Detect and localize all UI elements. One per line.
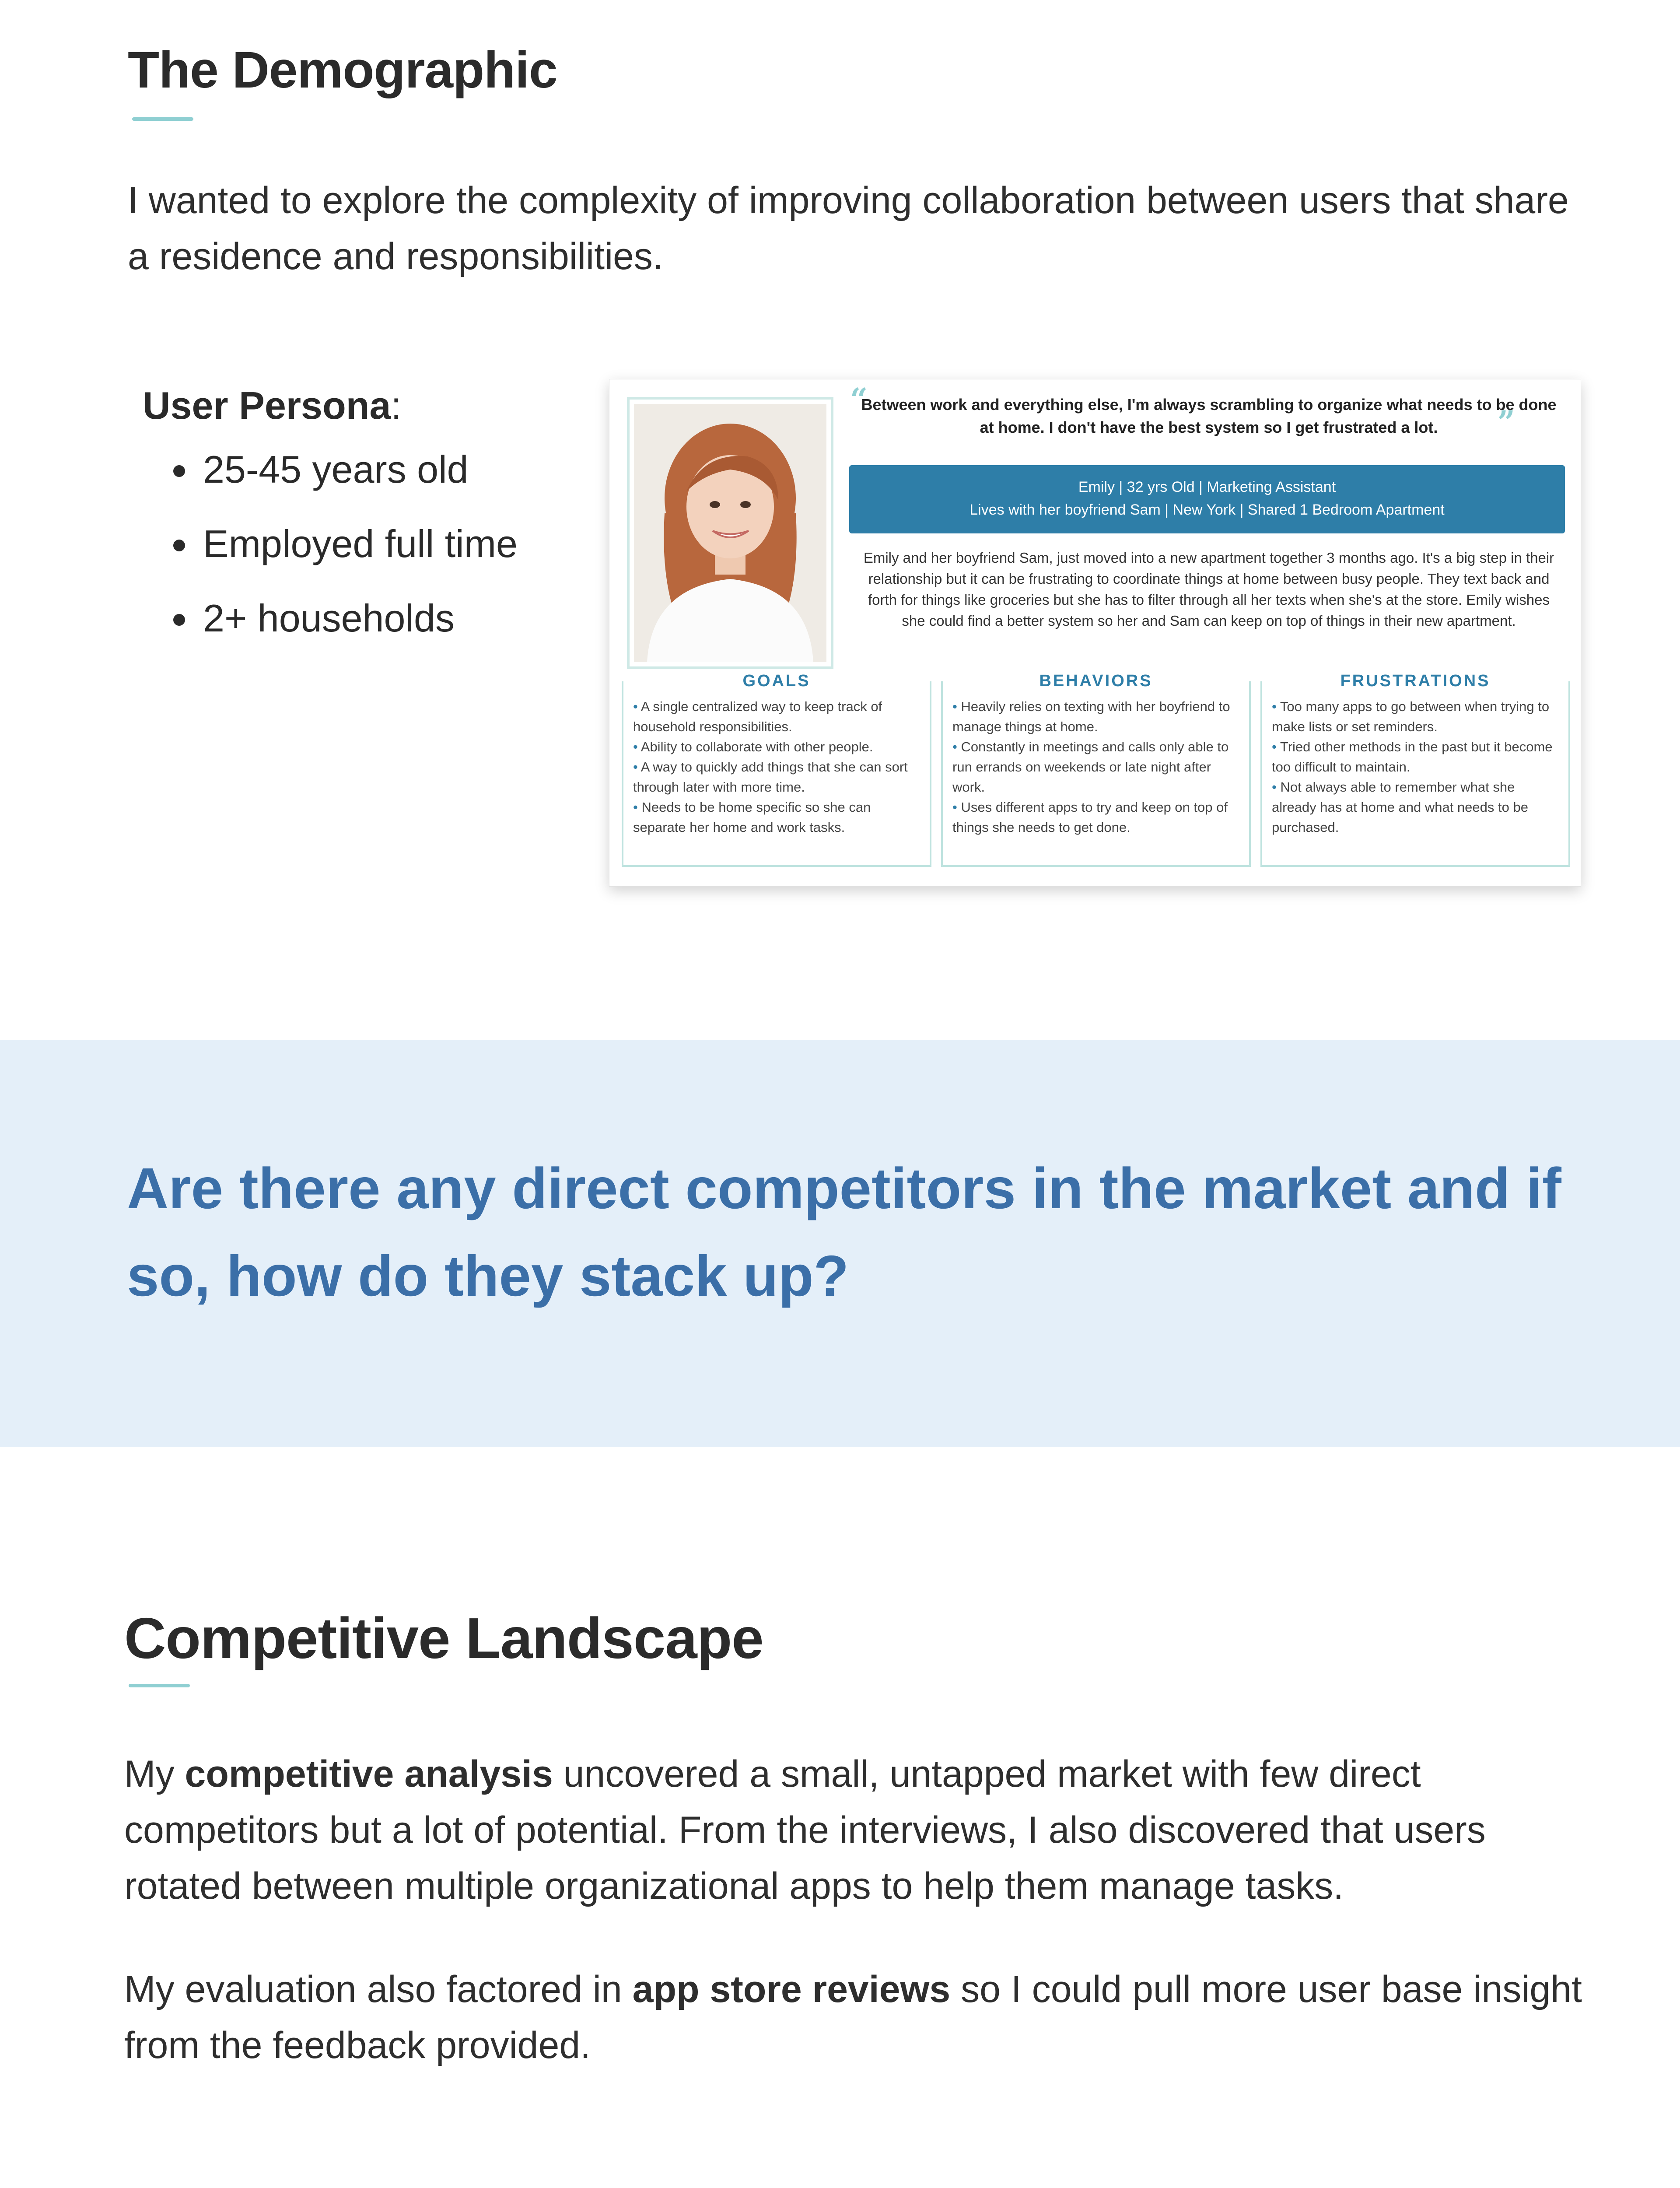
competitive-paragraph-2: My evaluation also factored in app store reviews so I could pull more user base insight from the feedback provided. [124, 1968, 1582, 2066]
persona-colon: : [391, 384, 402, 427]
persona-quote [850, 381, 1563, 440]
frustration-item: • Not always able to remember what she already has at home and what needs to be purchased. [1272, 779, 1528, 835]
demographic-title: The Demographic [128, 41, 557, 99]
behaviors-title: BEHAVIORS [1032, 672, 1159, 691]
persona-card [609, 379, 1581, 887]
goal-item: • Ability to collaborate with other people. [633, 739, 873, 754]
behavior-item: • Constantly in meetings and calls only able to run errands on weekends or late night after work. [952, 739, 1229, 795]
behavior-item: • Heavily relies on texting with her boyfriend to manage things at home. [952, 699, 1230, 734]
persona-list [143, 432, 580, 656]
persona-photo-frame [627, 397, 833, 669]
frustrations-box [1260, 672, 1570, 867]
question-band [0, 1040, 1680, 1447]
behaviors-box [941, 672, 1251, 867]
bold-competitive-analysis: competitive analysis [185, 1753, 553, 1795]
competitive-title: Competitive Landscape [124, 1606, 763, 1670]
persona-item: • 25-45 years old [200, 432, 580, 507]
title-underline [132, 117, 193, 121]
goal-item: • Needs to be home specific so she can separate her home and work tasks. [633, 799, 871, 835]
persona-info-line1: Emily | 32 yrs Old | Marketing Assistant [1078, 479, 1336, 495]
frustrations-title: FRUSTRATIONS [1332, 672, 1498, 691]
behavior-item: • Uses different apps to try and keep on top of things she needs to get done. [952, 799, 1228, 835]
behaviors-list [943, 697, 1249, 838]
goals-title: GOALS [728, 672, 825, 691]
persona-info-line2: Lives with her boyfriend Sam | New York | Shared 1 Bedroom Apartment [970, 501, 1445, 518]
frustration-item: • Tried other methods in the past but it become too difficult to maintain. [1272, 739, 1553, 775]
persona-item: • Employed full time [200, 507, 580, 581]
persona-portrait-image [634, 404, 826, 662]
goal-item: • A single centralized way to keep track of household responsibilities. [633, 699, 882, 734]
goal-item: • A way to quickly add things that she can sort through later with more time. [633, 759, 908, 795]
close-quote-icon: ” [1497, 404, 1515, 440]
frustration-item: • Too many apps to go between when trying to make lists or set reminders. [1272, 699, 1550, 734]
persona-bio: Emily and her boyfriend Sam, just moved into a new apartment together 3 months ago. It's a big step in their relationship but it can be frustrating to coordinate things at home between busy people. They text back and forth for things like groceries but she has to filter through all her texts when she's at the store. Emily wishes she could find a better system so her and Sam can keep on top of things in their new apartment. [863, 550, 1554, 629]
frustrations-list [1262, 697, 1568, 838]
persona-quote-text: Between work and everything else, I'm always scrambling to organize what needs to be done at home. I don't have the best system so I get frustrated a lot. [861, 396, 1557, 436]
persona-item: • 2+ households [200, 581, 580, 656]
persona-summary [143, 383, 580, 656]
question-text: Are there any direct competitors in the market and if so, how do they stack up? [127, 1156, 1561, 1308]
open-quote-icon: “ [850, 381, 868, 417]
persona-photo [634, 404, 826, 662]
demographic-intro: I wanted to explore the complexity of improving collaboration between users that share a residence and responsibilities. [128, 179, 1569, 277]
bold-app-store-reviews: app store reviews [632, 1968, 951, 2010]
competitive-paragraph-1: My competitive analysis uncovered a small, untapped market with few direct competitors but a lot of potential. From the interviews, I also discovered that users rotated between multiple organizational apps to help them manage tasks. [124, 1753, 1486, 1907]
goals-box [622, 672, 931, 867]
title-underline [129, 1684, 190, 1687]
persona-info-bar [849, 465, 1565, 533]
persona-label: User Persona [143, 384, 391, 427]
goals-list [623, 697, 930, 838]
